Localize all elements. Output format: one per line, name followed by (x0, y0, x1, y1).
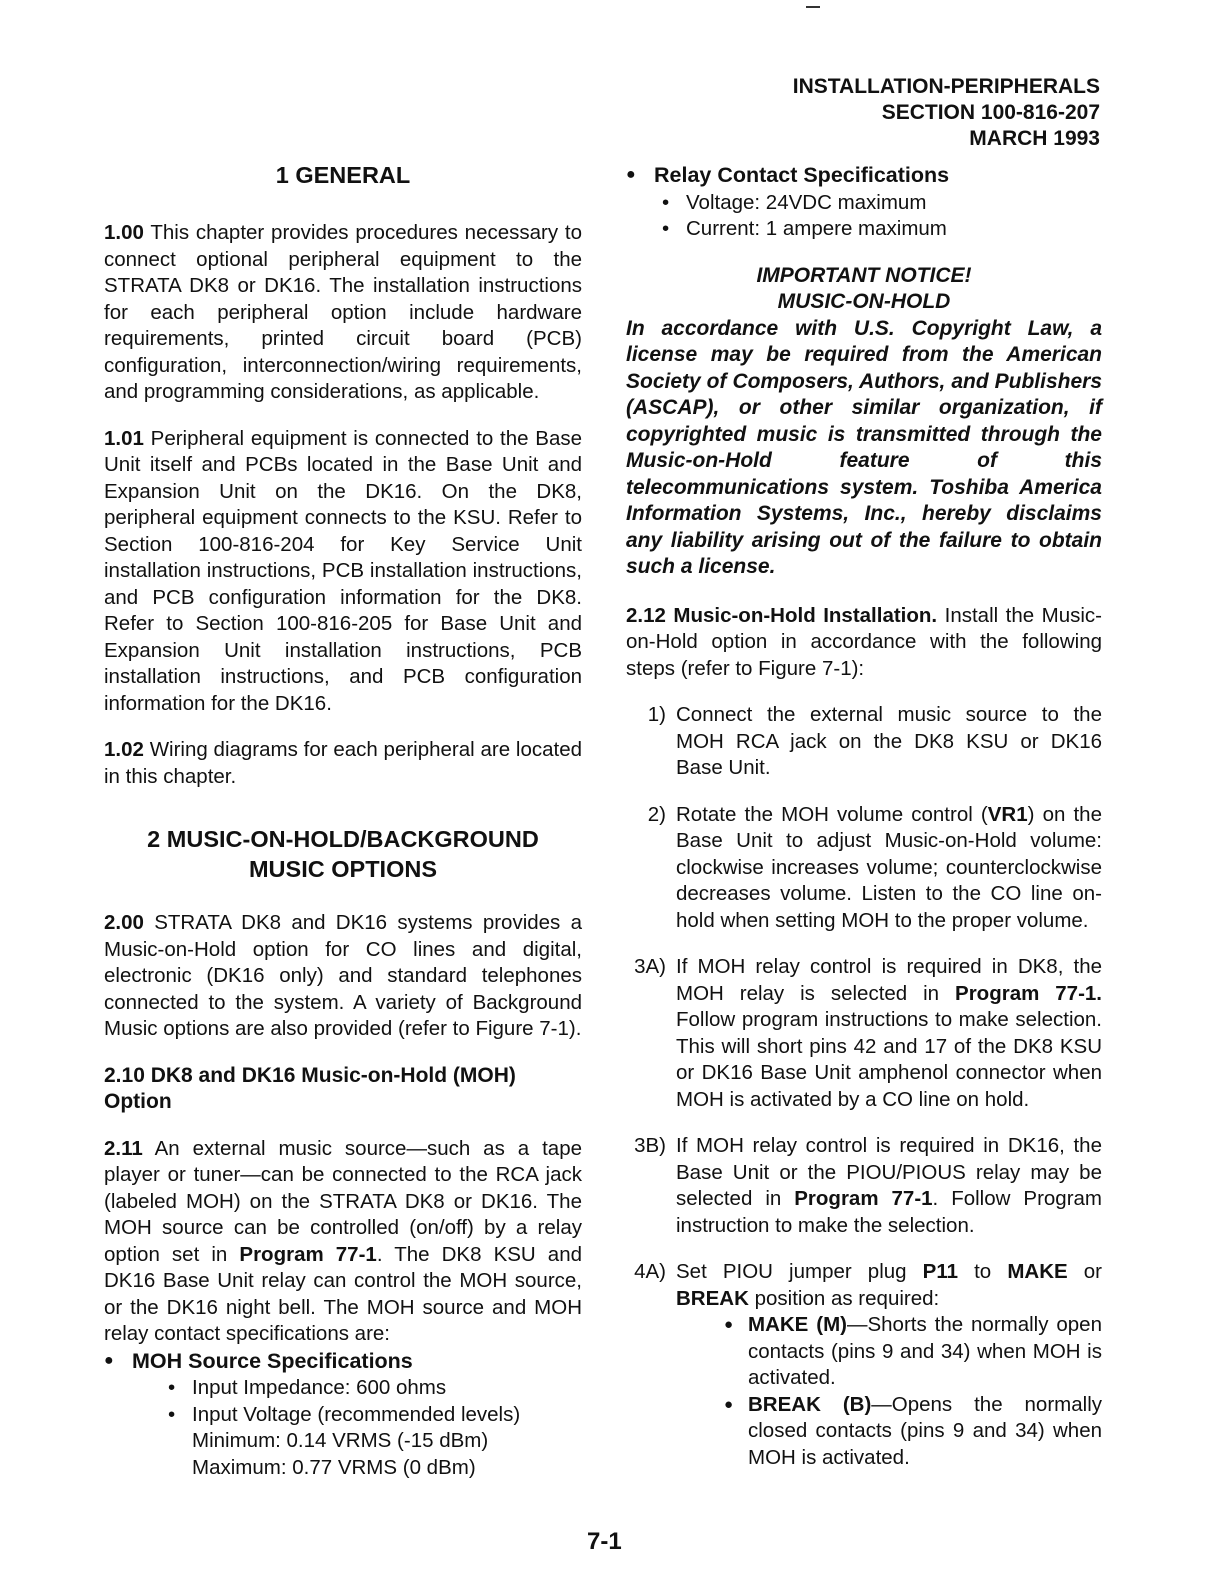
program-reference: Program 77-1 (239, 1242, 377, 1266)
paragraph-text: STRATA DK8 and DK16 systems provides a Music-on-Hold option for CO lines and digital, electronic (DK16 only) and standard telephones connected to the system. A variety of Background Music options are also provided (refer to Figure 7-1). (104, 911, 582, 1040)
moh-spec-list (104, 1348, 582, 1482)
relay-spec-list (626, 162, 1102, 243)
paragraph-text: Peripheral equipment is connected to the Base Unit itself and PCBs located in the Base Unit and Expansion Unit on the DK16. On the DK8, peripheral equipment connects to the KSU. Refer to Section 100-816-204 for Key Service Unit installation instructions, PCB installation instructions, and PCB configuration information for the DK8. Refer to Section 100-816-205 for Base Unit and Expansion Unit installation instructions, PCB installation instructions, and PCB configuration information for the DK16. (104, 426, 582, 715)
paragraph-2-12 (626, 603, 1102, 683)
right-column (626, 162, 1102, 1471)
paragraph-text: Wiring diagrams for each peripheral are located in this chapter. (104, 738, 582, 788)
option-make (724, 1312, 1102, 1392)
option-break-text: —Opens the normally closed contacts (pins 9 and 34) when MOH is activated. (748, 1392, 1102, 1469)
page-number: 7-1 (587, 1528, 622, 1555)
step-label: 3B) (634, 1134, 666, 1157)
step-text: If MOH relay control is required in DK8, the MOH relay is selected in (676, 955, 1102, 1005)
paragraph-text: Install the Music-on-Hold option in accordance with the following steps (refer to Figure 7-1): (626, 603, 1103, 680)
break-reference: BREAK (676, 1286, 749, 1310)
important-notice (626, 263, 1102, 581)
section-2-heading-line-1: 2 MUSIC-ON-HOLD/BACKGROUND (147, 826, 539, 852)
paragraph-2-12-title: 2.12 Music-on-Hold Installation. (626, 603, 938, 627)
left-column (104, 160, 582, 1481)
section-1-heading: 1 GENERAL (275, 162, 411, 188)
jumper-options (676, 1312, 1102, 1471)
step-text: Rotate the MOH volume control ( (676, 802, 988, 826)
relay-spec-current: • Current: 1 ampere maximum (660, 216, 1102, 243)
header-line-3: MARCH 1993 (969, 127, 1100, 150)
step-2 (626, 802, 1102, 935)
step-text-cont: position as required: (754, 1286, 940, 1310)
moh-spec-sublist (132, 1375, 582, 1481)
installation-steps (626, 702, 1102, 1471)
step-label: 1) (647, 703, 666, 726)
program-reference: Program 77-1. (955, 981, 1102, 1005)
make-reference: MAKE (1007, 1260, 1068, 1283)
paragraph-1-00 (104, 220, 582, 406)
paragraph-text: An external music source—such as a tape player or tuner—can be connected to the RCA jack (labeled MOH) on the STRATA DK8 or DK16. The MOH source can be controlled (on/off) by a relay option set in (104, 1136, 582, 1266)
paragraph-number: 1.01 (104, 426, 144, 450)
paragraph-number: 1.00 (104, 221, 144, 244)
relay-spec-label: Relay Contact Specifications (654, 163, 950, 187)
step-label: 4A) (634, 1260, 666, 1283)
step-label: 3A) (634, 955, 666, 978)
moh-spec-minimum: Minimum: 0.14 VRMS (-15 dBm) (192, 1429, 489, 1452)
jumper-reference: P11 (922, 1260, 959, 1283)
step-text-cont: ) on the Base Unit to adjust Music-on-Hold volume: clockwise increases volume; counterclockwise decreases volume. Listen to the CO line on-hold when setting MOH to the proper volume. (676, 802, 1102, 932)
notice-title-2: MUSIC-ON-HOLD (777, 290, 951, 313)
scan-mark (806, 6, 820, 8)
paragraph-2-11 (104, 1136, 582, 1348)
step-text-or: or (1083, 1260, 1102, 1283)
step-4a (626, 1259, 1102, 1471)
step-3b (626, 1133, 1102, 1239)
moh-spec-voltage-label: Input Voltage (recommended levels) (192, 1402, 521, 1426)
step-text-cont: . Follow Program instruction to make the selection. (676, 1187, 1103, 1237)
paragraph-1-01 (104, 426, 582, 718)
option-break-label: BREAK (B) (748, 1392, 872, 1416)
paragraph-number: 2.11 (104, 1136, 143, 1160)
control-reference: VR1 (987, 802, 1028, 826)
step-label: 2) (647, 802, 666, 826)
section-2-heading (104, 824, 582, 884)
page-header (793, 74, 1100, 152)
paragraph-number: 1.02 (104, 738, 144, 761)
step-3a (626, 954, 1102, 1113)
step-1 (626, 702, 1102, 782)
option-make-label: MAKE (M) (748, 1313, 847, 1336)
paragraph-text: This chapter provides procedures necessary to connect optional peripheral equipment to the STRATA DK8 or DK16. The installation instructions for each peripheral option include hardware requirements, printed circuit board (PCB) configuration, interconnection/wiring requirements, and programming considerations, as applicable. (104, 221, 583, 403)
step-text-to: to (974, 1260, 992, 1283)
paragraph-number: 2.00 (104, 911, 144, 934)
relay-spec-item (626, 162, 1102, 243)
subsection-2-10-heading: 2.10 DK8 and DK16 Music-on-Hold (MOH) Option (104, 1063, 516, 1113)
header-line-2: SECTION 100-816-207 (881, 101, 1100, 124)
step-text: If MOH relay control is required in DK16, the Base Unit or the PIOU/PIOUS relay may be selected in (676, 1134, 1102, 1210)
relay-spec-voltage: • Voltage: 24VDC maximum (660, 190, 1102, 217)
moh-spec-voltage (166, 1402, 582, 1482)
option-make-text: —Shorts the normally open contacts (pins 9 and 34) when MOH is activated. (748, 1313, 1102, 1389)
moh-spec-label: MOH Source Specifications (132, 1348, 413, 1373)
option-break (724, 1392, 1102, 1472)
paragraph-1-02 (104, 737, 582, 790)
section-2-heading-line-2: MUSIC OPTIONS (248, 856, 437, 882)
notice-title-1: IMPORTANT NOTICE! (756, 263, 972, 287)
moh-spec-impedance: • Input Impedance: 600 ohms (166, 1375, 582, 1402)
step-text: Set PIOU jumper plug (676, 1260, 907, 1283)
moh-spec-maximum: Maximum: 0.77 VRMS (0 dBm) (192, 1455, 476, 1479)
paragraph-2-00 (104, 910, 582, 1043)
header-line-1: INSTALLATION-PERIPHERALS (792, 75, 1100, 98)
moh-spec-item (104, 1348, 582, 1482)
step-text-cont: Follow program instructions to make selection. This will short pins 42 and 17 of the DK8 KSU or DK16 Base Unit amphenol connector when MOH is activated by a CO line on hold. (676, 1008, 1102, 1111)
relay-spec-sublist (654, 190, 1102, 243)
notice-body: In accordance with U.S. Copyright Law, a license may be required from the American Society of Composers, Authors, and Publishers (ASCAP), or other similar organization, if copyrighted music is transmitted through the Music-on-Hold feature of this telecommunications system. Toshiba America Information Systems, Inc., hereby disclaims any liability arising out of the failure to obtain such a license. (626, 316, 1102, 578)
paragraph-text-cont: . The DK8 KSU and DK16 Base Unit relay can control the MOH source, or the DK16 night bell. The MOH source and MOH relay contact specifications are: (104, 1242, 582, 1345)
step-text: Connect the external music source to the MOH RCA jack on the DK8 KSU or DK16 Base Unit. (676, 703, 1102, 779)
program-reference: Program 77-1 (794, 1187, 933, 1210)
